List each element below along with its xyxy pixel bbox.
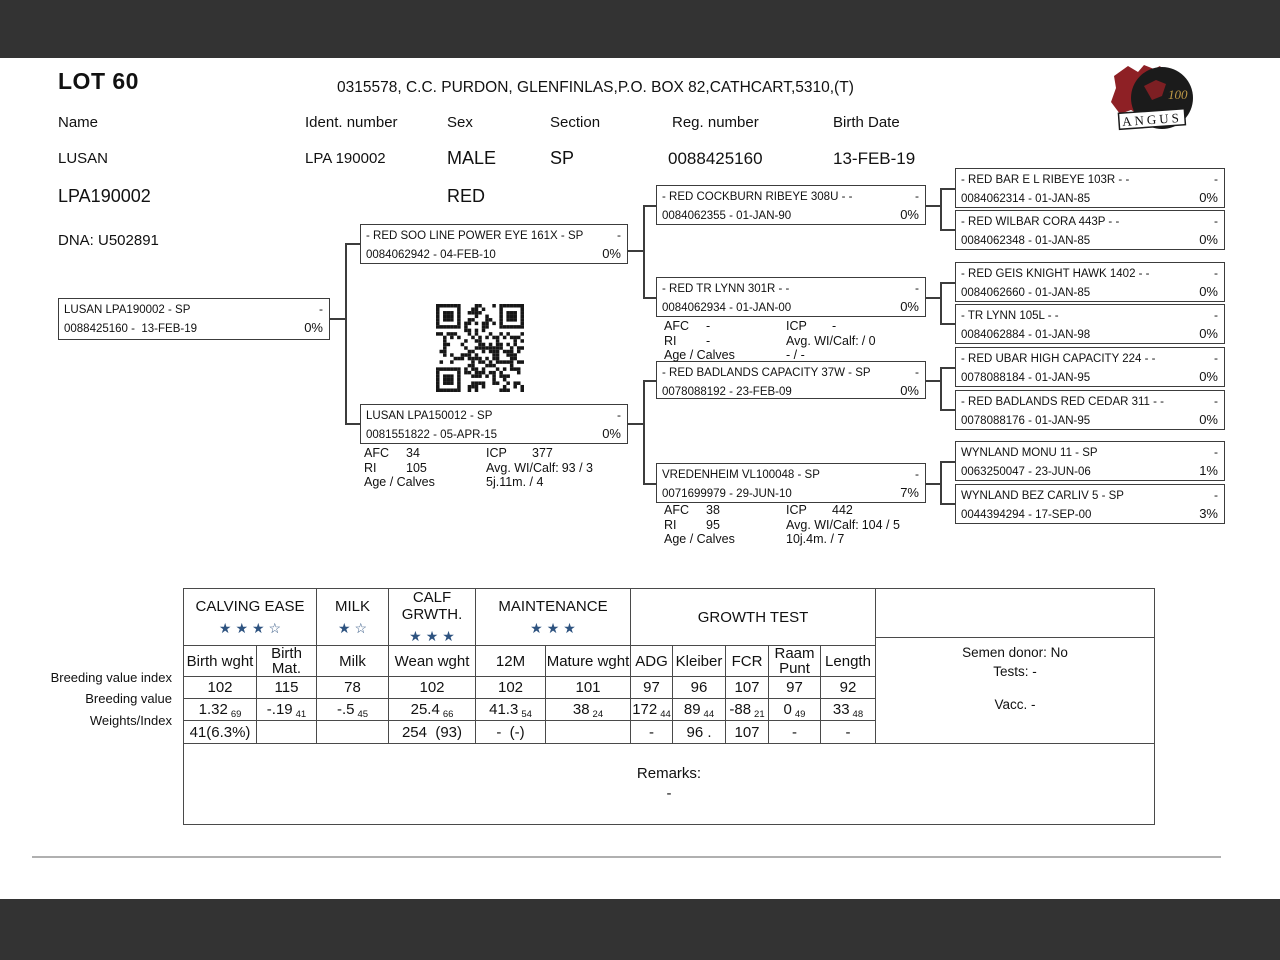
col-header: Raam Punt <box>769 646 821 677</box>
breeding-value-table <box>183 588 1155 825</box>
top-dark-bar <box>0 0 1280 58</box>
row-label-index: Breeding value index <box>50 670 172 685</box>
index-cell: 115 <box>257 677 317 699</box>
vaccinations: Vacc. - <box>994 696 1036 712</box>
index-cell: 78 <box>317 677 389 699</box>
weights-cell: - <box>631 721 673 744</box>
owner-line: 0315578, C.C. PURDON, GLENFINLAS,P.O. BOX 82,CATHCART,5310,(T) <box>337 79 854 96</box>
name-label: Name <box>58 114 99 131</box>
weights-cell: 96 . <box>673 721 726 744</box>
reg-label: Reg. number <box>672 114 759 131</box>
bv-cell: 0 $_{49}$ <box>769 699 821 721</box>
birth-date: 13-FEB-19 <box>833 149 916 168</box>
tests: Tests: - <box>993 663 1037 679</box>
lot-number: LOT 60 <box>58 68 139 94</box>
index-cell: 102 <box>184 677 257 699</box>
weights-cell <box>546 721 631 744</box>
sex-value: MALE <box>447 148 497 168</box>
weights-cell: - <box>769 721 821 744</box>
pedigree-box-dam: LUSAN LPA150012 - SP - 0081551822 - 05-APR-15 0% <box>360 404 628 444</box>
animal-name: LUSAN <box>58 150 109 167</box>
col-header: Kleiber <box>673 646 726 677</box>
index-cell: 97 <box>631 677 673 699</box>
weights-cell: 41(6.3%) <box>184 721 257 744</box>
remarks-value: - <box>666 785 672 802</box>
pedigree-box-granddam-paternal: - RED TR LYNN 301R - - - 0084062934 - 01-JAN-00 0% <box>656 277 926 317</box>
pedigree-box-grandsire-maternal: - RED BADLANDS CAPACITY 37W - SP - 0078088192 - 23-FEB-09 0% <box>656 361 926 399</box>
weights-cell: 254 (93) <box>389 721 476 744</box>
bv-cell: 38 $_{24}$ <box>546 699 631 721</box>
bv-cell: 25.4 $_{66}$ <box>389 699 476 721</box>
stats-paternal-granddam: AFC - ICP - RI - Avg. WI/Calf: / 0 Age / Calves - / - <box>664 319 876 362</box>
pedigree-box-subject: LUSAN LPA190002 - SP - 0088425160 - 13-FEB-19 0% <box>58 298 330 340</box>
weights-cell <box>257 721 317 744</box>
index-cell: 97 <box>769 677 821 699</box>
birthdate-label: Birth Date <box>833 114 900 131</box>
ident-label: Ident. number <box>305 114 398 131</box>
weights-cell: 107 <box>726 721 769 744</box>
bv-cell: -88 $_{21}$ <box>726 699 769 721</box>
weights-cell: - (-) <box>476 721 546 744</box>
index-cell: 101 <box>546 677 631 699</box>
pedigree-box-ggp6: - RED BADLANDS RED CEDAR 311 - - - 0078088176 - 01-JAN-95 0% <box>955 390 1225 430</box>
footer-rule <box>32 856 1221 858</box>
index-cell: 92 <box>821 677 876 699</box>
group-calving-ease: CALVING EASE ★★★☆ <box>184 589 317 646</box>
pedigree-box-ggp8: WYNLAND BEZ CARLIV 5 - SP - 0044394294 - 17-SEP-00 3% <box>955 484 1225 524</box>
section-label: Section <box>550 114 601 131</box>
col-header: FCR <box>726 646 769 677</box>
animal-id: LPA190002 <box>58 186 151 206</box>
col-header: 12M <box>476 646 546 677</box>
bv-cell: -.19 $_{41}$ <box>257 699 317 721</box>
bv-cell: -.5 $_{45}$ <box>317 699 389 721</box>
ident-number: LPA 190002 <box>305 150 386 167</box>
section-value: SP <box>550 148 575 168</box>
remarks-cell <box>184 744 1155 825</box>
pedigree-box-ggp4: - TR LYNN 105L - - - 0084062884 - 01-JAN-98 0% <box>955 304 1225 344</box>
logo-brand: ANGUS <box>1121 109 1183 130</box>
col-header: Birth Mat. <box>257 646 317 677</box>
group-milk: MILK ★☆ <box>317 589 389 646</box>
col-header: Wean wght <box>389 646 476 677</box>
col-header: Length <box>821 646 876 677</box>
qr-code <box>436 304 524 392</box>
pedigree-box-ggp3: - RED GEIS KNIGHT HAWK 1402 - - - 0084062660 - 01-JAN-85 0% <box>955 262 1225 302</box>
row-label-breeding-value: Breeding value <box>85 691 172 706</box>
col-header: ADG <box>631 646 673 677</box>
milk-stars: ★☆ <box>337 619 372 636</box>
bottom-dark-bar <box>0 899 1280 960</box>
bv-cell: 33 $_{48}$ <box>821 699 876 721</box>
sex-label: Sex <box>447 114 473 131</box>
index-cell: 96 <box>673 677 726 699</box>
bv-cell: 41.3 $_{54}$ <box>476 699 546 721</box>
group-growth-test: GROWTH TEST <box>631 589 876 646</box>
pedigree-box-grandsire-paternal: - RED COCKBURN RIBEYE 308U - - - 0084062355 - 01-JAN-90 0% <box>656 185 926 225</box>
col-header: Birth wght <box>184 646 257 677</box>
pedigree-box-ggp5: - RED UBAR HIGH CAPACITY 224 - - - 0078088184 - 01-JAN-95 0% <box>955 347 1225 387</box>
maintenance-stars: ★★★ <box>530 619 580 636</box>
weights-cell <box>317 721 389 744</box>
stats-dam: AFC 34 ICP 377 RI 105 Avg. WI/Calf: 93 / 3 Age / Calves 5j.11m. / 4 <box>364 446 593 489</box>
pedigree-box-granddam-maternal: VREDENHEIM VL100048 - SP - 0071699979 - 29-JUN-10 7% <box>656 463 926 503</box>
index-cell: 102 <box>476 677 546 699</box>
stats-maternal-granddam: AFC 38 ICP 442 RI 95 Avg. WI/Calf: 104 / 5 Age / Calves 10j.4m. / 7 <box>664 503 900 546</box>
pedigree-box-sire: - RED SOO LINE POWER EYE 161X - SP - 0084062942 - 04-FEB-10 0% <box>360 224 628 264</box>
dna-number: DNA: U502891 <box>58 232 159 249</box>
logo-years: 100 <box>1168 87 1188 102</box>
col-header: Mature wght <box>546 646 631 677</box>
colour-value: RED <box>447 186 486 206</box>
pedigree-box-ggp7: WYNLAND MONU 11 - SP - 0063250047 - 23-JUN-06 1% <box>955 441 1225 481</box>
bv-cell: 172 $_{44}$ <box>631 699 673 721</box>
index-cell: 102 <box>389 677 476 699</box>
pedigree-box-ggp1: - RED BAR E L RIBEYE 103R - - - 0084062314 - 01-JAN-85 0% <box>955 168 1225 208</box>
calf-growth-stars: ★★★ <box>409 628 459 644</box>
pedigree-box-ggp2: - RED WILBAR CORA 443P - - - 0084062348 - 01-JAN-85 0% <box>955 210 1225 250</box>
bv-cell: 1.32 $_{69}$ <box>184 699 257 721</box>
weights-cell: - <box>821 721 876 744</box>
bv-cell: 89 $_{44}$ <box>673 699 726 721</box>
calving-ease-stars: ★★★☆ <box>218 619 286 636</box>
reg-number: 0088425160 <box>668 149 763 168</box>
group-calf-growth: CALF GRWTH. ★★★ <box>389 589 476 646</box>
side-panel <box>876 589 1155 744</box>
col-header: Milk <box>317 646 389 677</box>
index-cell: 107 <box>726 677 769 699</box>
angus-logo <box>1104 56 1200 142</box>
remarks-label: Remarks: <box>636 765 702 782</box>
row-label-weights: Weights/Index <box>89 713 172 728</box>
semen-donor: Semen donor: No <box>962 644 1068 660</box>
group-maintenance: MAINTENANCE ★★★ <box>476 589 631 646</box>
